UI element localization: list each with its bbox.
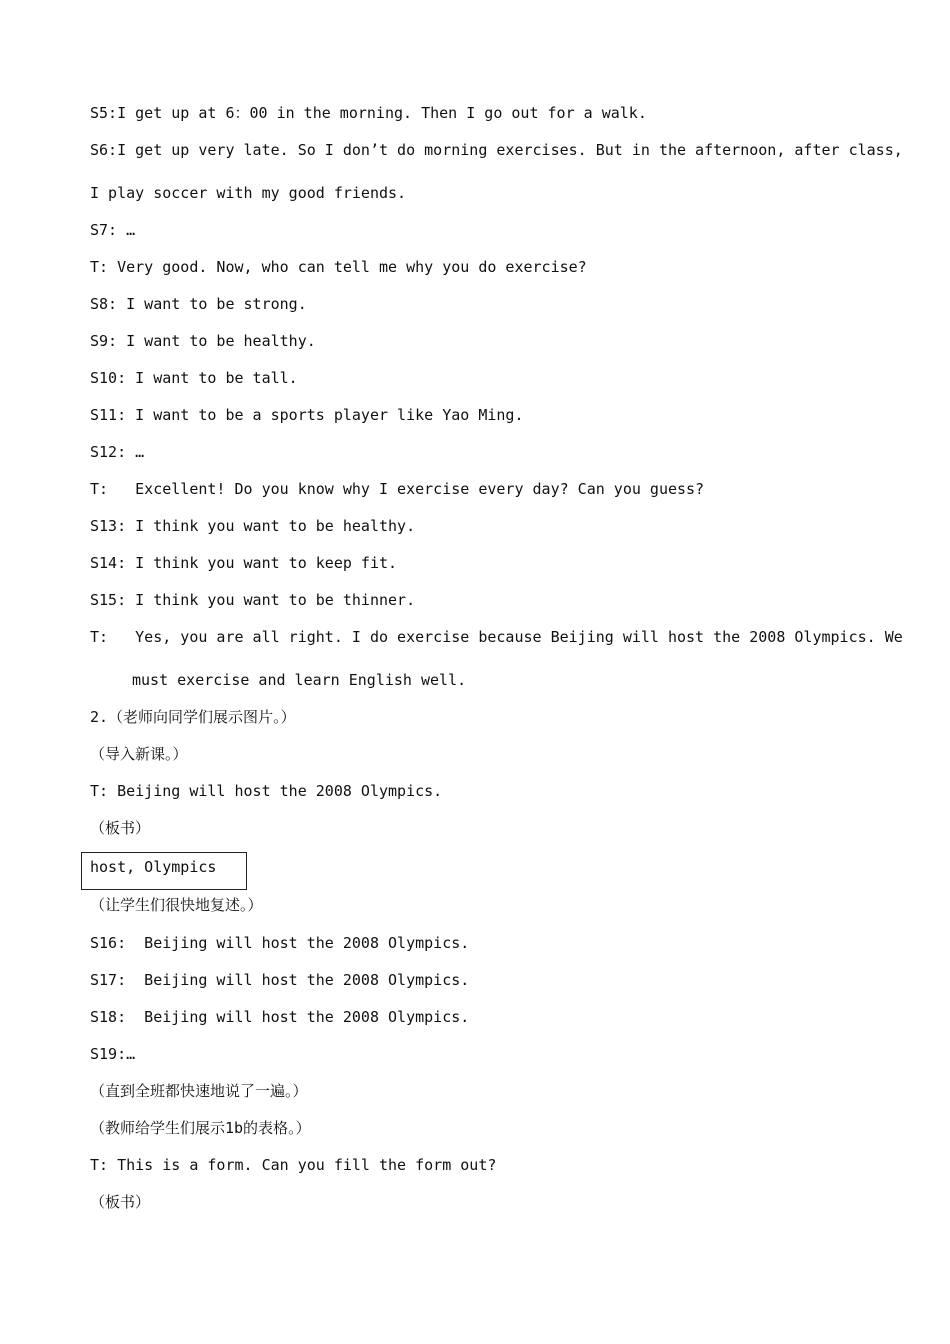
- dialogue-line-s6-cont: I play soccer with my good friends.: [90, 184, 407, 202]
- dialogue-line-teacher: T: This is a form. Can you fill the form out?: [90, 1156, 497, 1174]
- dialogue-line-s11: S11: I want to be a sports player like Yao Ming.: [90, 406, 524, 424]
- dialogue-line-teacher-cont: must exercise and learn English well.: [132, 671, 467, 689]
- stage-note: （导入新课。）: [90, 745, 188, 763]
- stage-note: （让学生们很快地复述。）: [90, 896, 263, 914]
- dialogue-line-s5: S5:I get up at 6：00 in the morning. Then I go out for a walk.: [90, 104, 647, 122]
- dialogue-line-s19: S19:…: [90, 1045, 136, 1063]
- dialogue-line-teacher: T: Yes, you are all right. I do exercise because Beijing will host the 2008 Olympics. We: [90, 628, 903, 646]
- dialogue-line-s12: S12: …: [90, 443, 145, 461]
- dialogue-line-s7: S7: …: [90, 221, 136, 239]
- dialogue-line-s15: S15: I think you want to be thinner.: [90, 591, 416, 609]
- stage-note: （板书）: [90, 819, 151, 837]
- dialogue-line-teacher: T: Beijing will host the 2008 Olympics.: [90, 782, 443, 800]
- dialogue-line-teacher: T: Excellent! Do you know why I exercise every day? Can you guess?: [90, 480, 705, 498]
- section-heading: 2.（老师向同学们展示图片。）: [90, 708, 296, 726]
- dialogue-line-teacher: T: Very good. Now, who can tell me why you do exercise?: [90, 258, 587, 276]
- dialogue-line-s8: S8: I want to be strong.: [90, 295, 307, 313]
- dialogue-line-s16: S16: Beijing will host the 2008 Olympics.: [90, 934, 470, 952]
- stage-note: （直到全班都快速地说了一遍。）: [90, 1082, 308, 1100]
- dialogue-line-s6: S6:I get up very late. So I don’t do morning exercises. But in the afternoon, after class,: [90, 141, 903, 159]
- dialogue-line-s18: S18: Beijing will host the 2008 Olympics.: [90, 1008, 470, 1026]
- blackboard-words: host, Olympics: [90, 858, 217, 876]
- stage-note: （教师给学生们展示1b的表格。）: [90, 1119, 311, 1137]
- dialogue-line-s13: S13: I think you want to be healthy.: [90, 517, 416, 535]
- dialogue-line-s10: S10: I want to be tall.: [90, 369, 298, 387]
- stage-note: （板书）: [90, 1193, 151, 1211]
- dialogue-line-s14: S14: I think you want to keep fit.: [90, 554, 398, 572]
- dialogue-line-s9: S9: I want to be healthy.: [90, 332, 316, 350]
- dialogue-line-s17: S17: Beijing will host the 2008 Olympics.: [90, 971, 470, 989]
